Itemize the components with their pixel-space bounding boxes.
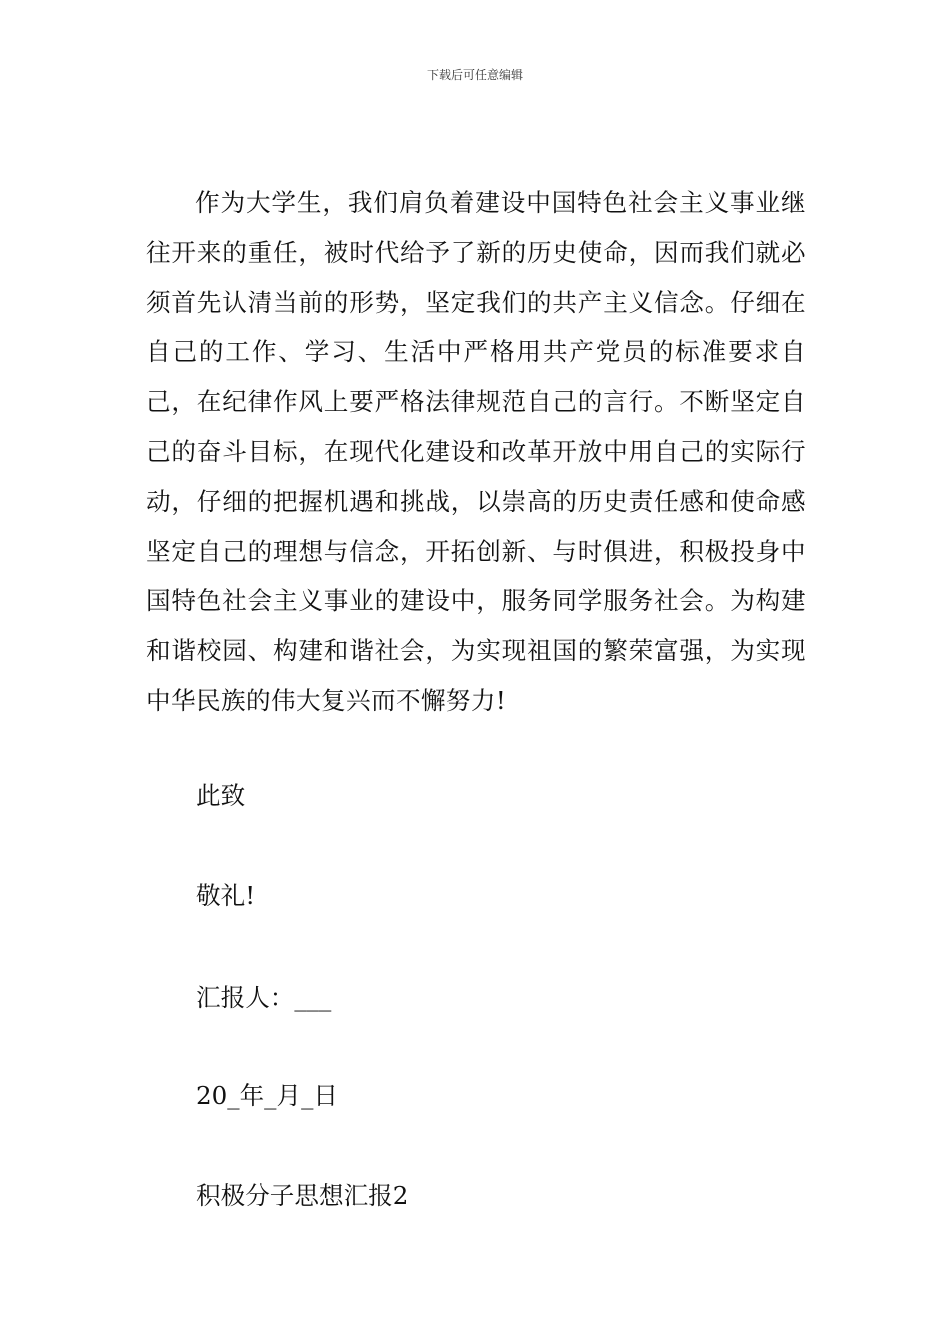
date-line: 20_年_月_日 — [196, 1081, 338, 1110]
closing-line: 此致 — [196, 781, 246, 810]
next-section-title: 积极分子思想汇报2 — [196, 1181, 409, 1210]
header-note: 下载后可任意编辑 — [426, 68, 523, 82]
body-paragraph: 作为大学生，我们肩负着建设中国特色社会主义事业继往开来的重任，被时代给予了新的历史使命，因而我们就必须首先认清当前的形势，坚定我们的共产主义信念。仔细在自己的工作、学习、生活中严格用共产党员的标准要求自己，在纪律作风上要严格法律规范自己的言行。不断坚定自己的奋斗目标，在现代化建设和改革开放中用自己的实际行动，仔细的把握机遇和挑战，以崇高的历史责任感和使命感坚定自己的理想与信念，开拓创新、与时俱进，积极投身中国特色社会主义事业的建设中，服务同学服务社会。为构建和谐校园、构建和谐社会，为实现祖国的繁荣富强，为实现中华民族的伟大复兴而不懈努力! — [146, 188, 806, 715]
salutation-line: 敬礼! — [196, 881, 256, 910]
reporter-line: 汇报人：___ — [196, 983, 332, 1012]
